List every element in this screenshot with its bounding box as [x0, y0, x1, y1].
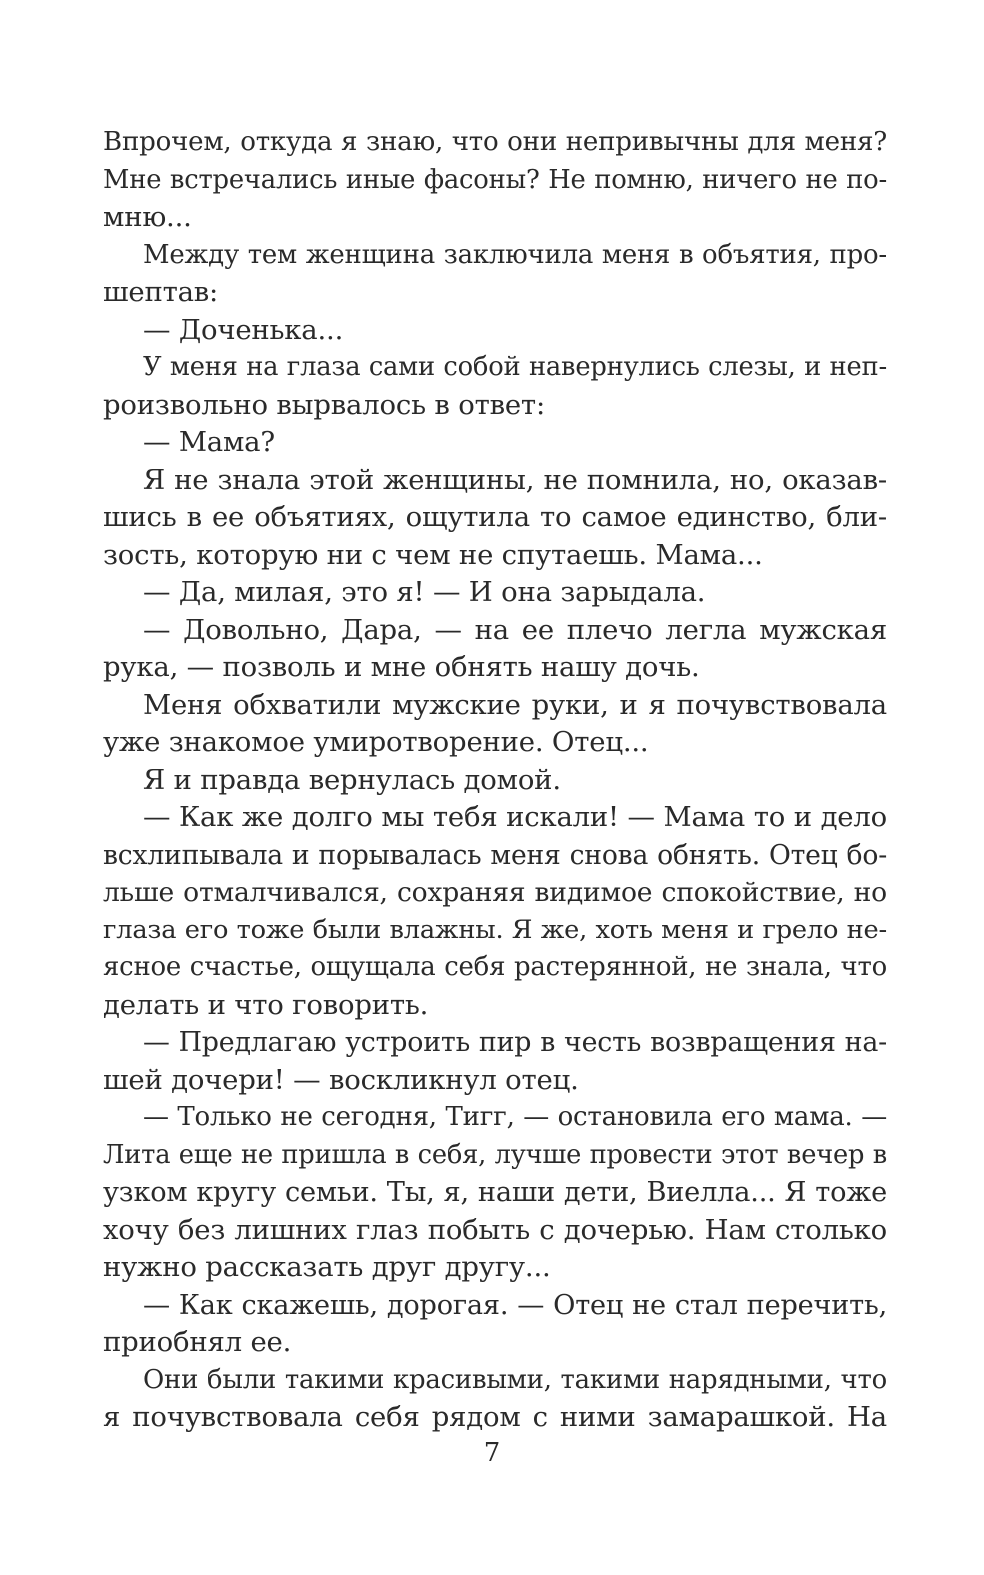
text-line: — Доченька... — [143, 313, 344, 346]
text-line: всхлипывала и порывалась меня снова обнять. Отец бо- — [103, 839, 887, 871]
text-line: шись в ее объятиях, ощутила то самое единство, бли- — [103, 501, 887, 533]
text-line: Они были такими красивыми, такими нарядными, что — [143, 1364, 887, 1395]
page-number: 7 — [483, 1438, 501, 1468]
text-line: — Довольно, Дара, — на ее плечо легла мужская — [143, 613, 887, 646]
text-line: я почувствовала себя рядом с ними замарашкой. На — [103, 1401, 887, 1433]
text-line: мню... — [103, 201, 192, 233]
text-line: шей дочери! — воскликнул отец. — [103, 1063, 579, 1096]
text-line: У меня на глаза сами собой навернулись слезы, и неп- — [143, 352, 887, 382]
text-line: Впрочем, откуда я знаю, что они непривычны для меня? — [103, 127, 887, 157]
text-line: Я и правда вернулась домой. — [143, 763, 561, 796]
text-line: Я не знала этой женщины, не помнила, но, оказав- — [143, 463, 887, 496]
text-line: — Как скажешь, дорогая. — Отец не стал перечить, — [143, 1289, 887, 1321]
text-line: рука, — позволь и мне обнять нашу дочь. — [103, 651, 700, 683]
text-line: Лита еще не пришла в себя, лучше провести этот вечер в — [103, 1139, 887, 1170]
text-line: глаза его тоже были влажны. Я же, хоть меня и грело не- — [103, 914, 887, 945]
text-line: — Только не сегодня, Тигг, — остановила его мама. — — [143, 1102, 887, 1132]
text-line: — Да, милая, это я! — И она зарыдала. — [143, 576, 706, 608]
text-line: нужно рассказать друг другу... — [103, 1251, 551, 1283]
text-line: зость, которую ни с чем не спутаешь. Мама... — [103, 538, 763, 571]
text-line: — Предлагаю устроить пир в честь возвращения на- — [143, 1027, 887, 1058]
text-line: хочу без лишних глаз побыть с дочерью. Нам столько — [103, 1213, 887, 1246]
text-line: ясное счастье, ощущала себя растерянной, не знала, что — [103, 952, 887, 982]
page-text-block — [103, 124, 887, 1437]
text-line: Меня обхватили мужские руки, и я почувствовала — [143, 688, 887, 721]
text-line: Между тем женщина заключила меня в объятия, про- — [143, 239, 887, 270]
text-line: приобнял ее. — [103, 1326, 292, 1358]
text-line: шептав: — [103, 276, 219, 308]
text-line: льше отмалчивался, сохраняя видимое спокойствие, но — [103, 877, 887, 908]
text-line: — Мама? — [143, 426, 275, 458]
text-line: — Как же долго мы тебя искали! — Мама то и дело — [143, 801, 887, 833]
text-line: узком кругу семьи. Ты, я, наши дети, Виелла... Я тоже — [103, 1177, 887, 1208]
text-line: Мне встречались иные фасоны? Не помню, ничего не по- — [103, 164, 887, 195]
text-line: делать и что говорить. — [103, 988, 429, 1021]
text-line: роизвольно вырвалось в ответ: — [103, 388, 546, 421]
text-line: уже знакомое умиротворение. Отец... — [103, 726, 649, 758]
